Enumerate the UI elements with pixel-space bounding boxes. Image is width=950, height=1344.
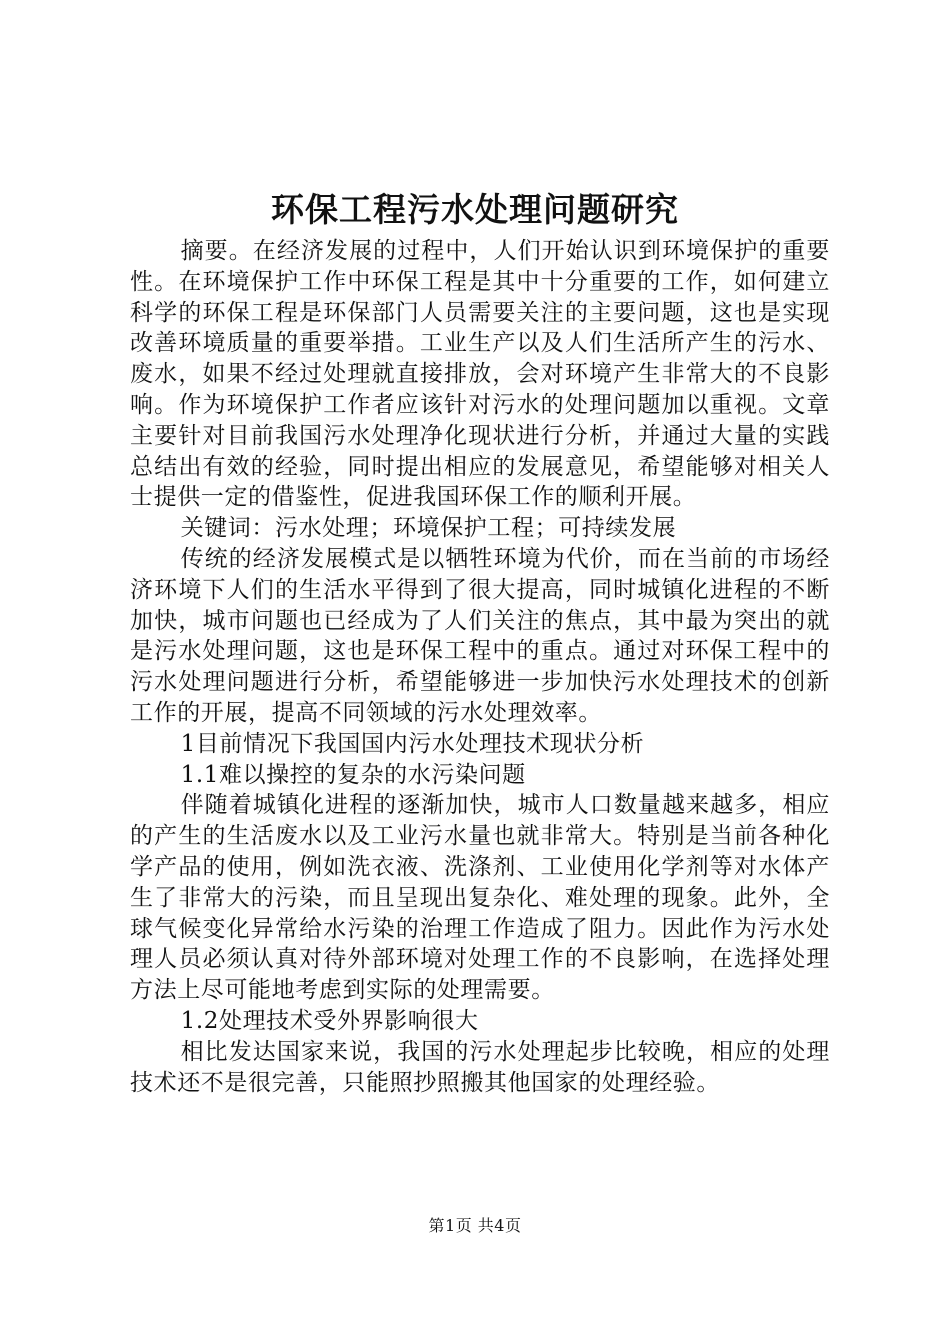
section-1-2-paragraph: 相比发达国家来说，我国的污水处理起步比较晚，相应的处理技术还不是很完善，只能照抄照搬其他国家的处理经验。 <box>130 1038 830 1096</box>
keywords-paragraph: 关键词：污水处理；环境保护工程；可持续发展 <box>180 515 677 542</box>
document-body <box>130 236 830 1098</box>
section-heading-1-1: 1.1难以操控的复杂的水污染问题 <box>180 761 526 788</box>
abstract-paragraph: 摘要。在经济发展的过程中，人们开始认识到环境保护的重要性。在环境保护工作中环保工程是其中十分重要的工作，如何建立科学的环保工程是环保部门人员需要关注的主要问题，这也是实现改善环境质量的重要举措。工业生产以及人们生活所产生的污水、废水，如果不经过处理就直接排放，会对环境产生非常大的不良影响。作为环境保护工作者应该针对污水的处理问题加以重视。文章主要针对目前我国污水处理净化现状进行分析，并通过大量的实践总结出有效的经验，同时提出相应的发展意见，希望能够对相关人士提供一定的借鉴性，促进我国环保工作的顺利开展。 <box>130 238 830 511</box>
section-heading-1: 1目前情况下我国国内污水处理技术现状分析 <box>180 730 645 757</box>
intro-paragraph: 传统的经济发展模式是以牺牲环境为代价，而在当前的市场经济环境下人们的生活水平得到了很大提高，同时城镇化进程的不断加快，城市问题也已经成为了人们关注的焦点，其中最为突出的就是污水处理问题，这也是环保工程中的重点。通过对环保工程中的污水处理问题进行分析，希望能够进一步加快污水处理技术的创新工作的开展，提高不同领域的污水处理效率。 <box>130 545 830 726</box>
document-title: 环保工程污水处理问题研究 <box>271 190 679 229</box>
section-heading-1-2: 1.2处理技术受外界影响很大 <box>180 1007 479 1034</box>
page-footer: 第1页 共4页 <box>428 1216 522 1235</box>
section-1-1-paragraph: 伴随着城镇化进程的逐渐加快，城市人口数量越来越多，相应的产生的生活废水以及工业污水量也就非常大。特别是当前各种化学产品的使用，例如洗衣液、洗涤剂、工业使用化学剂等对水体产生了非常大的污染，而且呈现出复杂化、难处理的现象。此外，全球气候变化异常给水污染的治理工作造成了阻力。因此作为污水处理人员必须认真对待外部环境对处理工作的不良影响，在选择处理方法上尽可能地考虑到实际的处理需要。 <box>130 792 830 1004</box>
